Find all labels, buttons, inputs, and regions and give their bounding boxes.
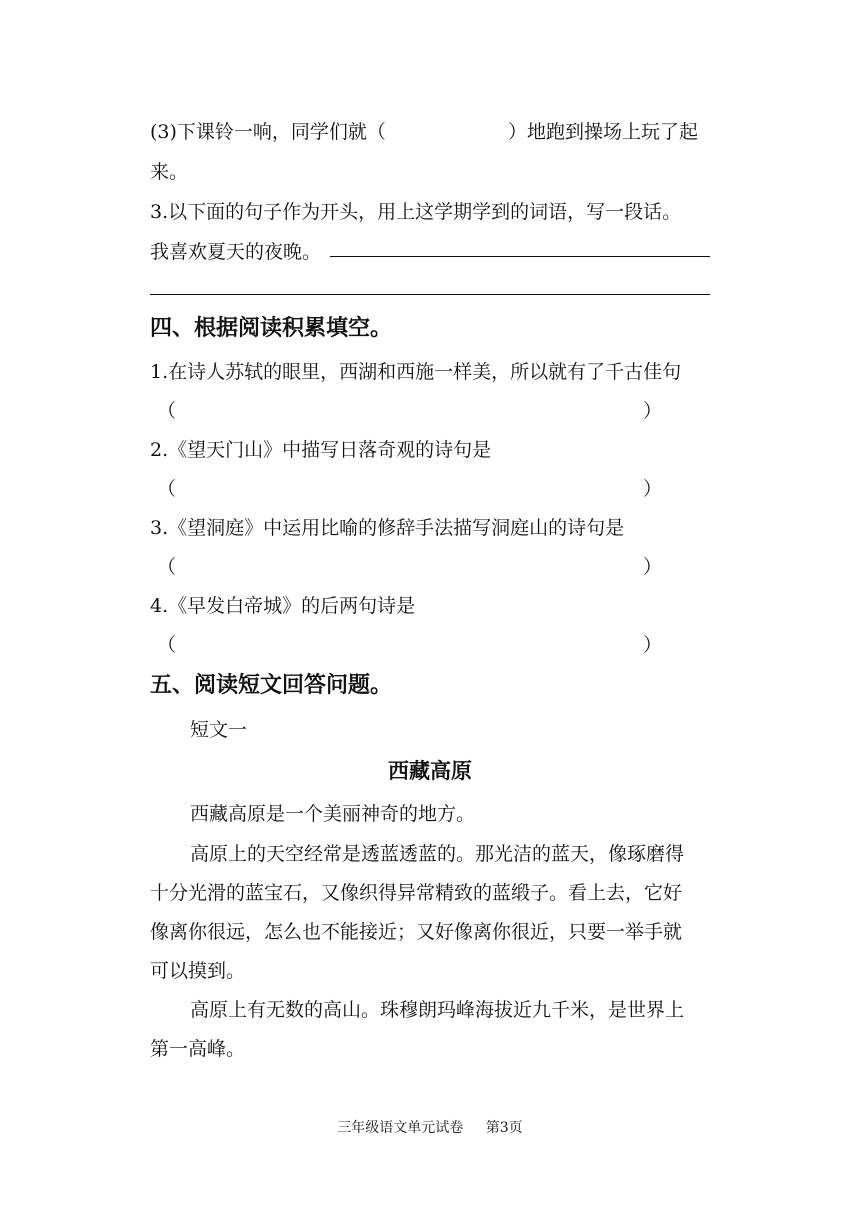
passage-paragraph-1: 西藏高原是一个美丽神奇的地方。 [190, 803, 476, 825]
footer-exam-name: 三年级语文单元试卷 [337, 1120, 464, 1136]
section-4-question-2: 2.《望天门山》中描写日落奇观的诗句是 [150, 439, 492, 461]
paren-open: （ [157, 478, 177, 500]
passage-paragraph-2-line-1: 高原上的天空经常是透蓝透蓝的。那光洁的蓝天，像琢磨得 [190, 843, 685, 865]
passage-paragraph-2-line-2: 十分光滑的蓝宝石，又像织得异常精致的蓝缎子。看上去，它好 [150, 882, 683, 904]
passage-paragraph-3-line-1: 高原上有无数的高山。珠穆朗玛峰海拔近九千米，是世界上 [190, 999, 685, 1021]
section-4-question-3: 3.《望洞庭》中运用比喻的修辞手法描写洞庭山的诗句是 [150, 517, 625, 539]
answer-blank-4[interactable] [157, 631, 662, 659]
paren-open: （ [157, 556, 177, 578]
section-4-question-1: 1.在诗人苏轼的眼里，西湖和西施一样美，所以就有了千古佳句 [150, 361, 682, 383]
passage-paragraph-3-line-2: 第一高峰。 [150, 1038, 246, 1060]
paren-close: ） [642, 400, 662, 422]
passage-title: 西藏高原 [388, 759, 472, 783]
paren-close: ） [642, 634, 662, 656]
passage-paragraph-2-line-4: 可以摸到。 [150, 960, 246, 982]
page-footer [0, 1118, 860, 1138]
answer-blank-3[interactable] [157, 553, 662, 581]
section-4-question-4: 4.《早发白帝城》的后两句诗是 [150, 595, 416, 617]
footer-page-number: 第3页 [485, 1120, 523, 1136]
writing-line-1[interactable] [330, 256, 710, 257]
answer-blank-2[interactable] [157, 475, 662, 503]
section-5-heading: 五、阅读短文回答问题。 [150, 673, 393, 698]
passage-paragraph-2-line-3: 像离你很远，怎么也不能接近；又好像离你很近，只要一举手就 [150, 921, 683, 943]
paren-open: （ [157, 634, 177, 656]
item-3-prompt: 3.以下面的句子作为开头，用上这学期学到的词语，写一段话。 [150, 201, 682, 223]
question-3-3-wrap: 来。 [150, 161, 189, 183]
item-3-lead: 我喜欢夏天的夜晚。 [150, 241, 322, 263]
answer-blank-1[interactable] [157, 397, 662, 425]
question-3-3-start: (3)下课铃一响，同学们就（ [150, 121, 386, 143]
writing-line-2[interactable] [150, 294, 710, 295]
paren-close: ） [642, 556, 662, 578]
question-3-3-end: ）地跑到操场上玩了起 [508, 121, 699, 143]
section-4-heading: 四、根据阅读积累填空。 [150, 316, 393, 341]
paren-close: ） [642, 478, 662, 500]
paren-open: （ [157, 400, 177, 422]
passage-label: 短文一 [190, 719, 248, 741]
